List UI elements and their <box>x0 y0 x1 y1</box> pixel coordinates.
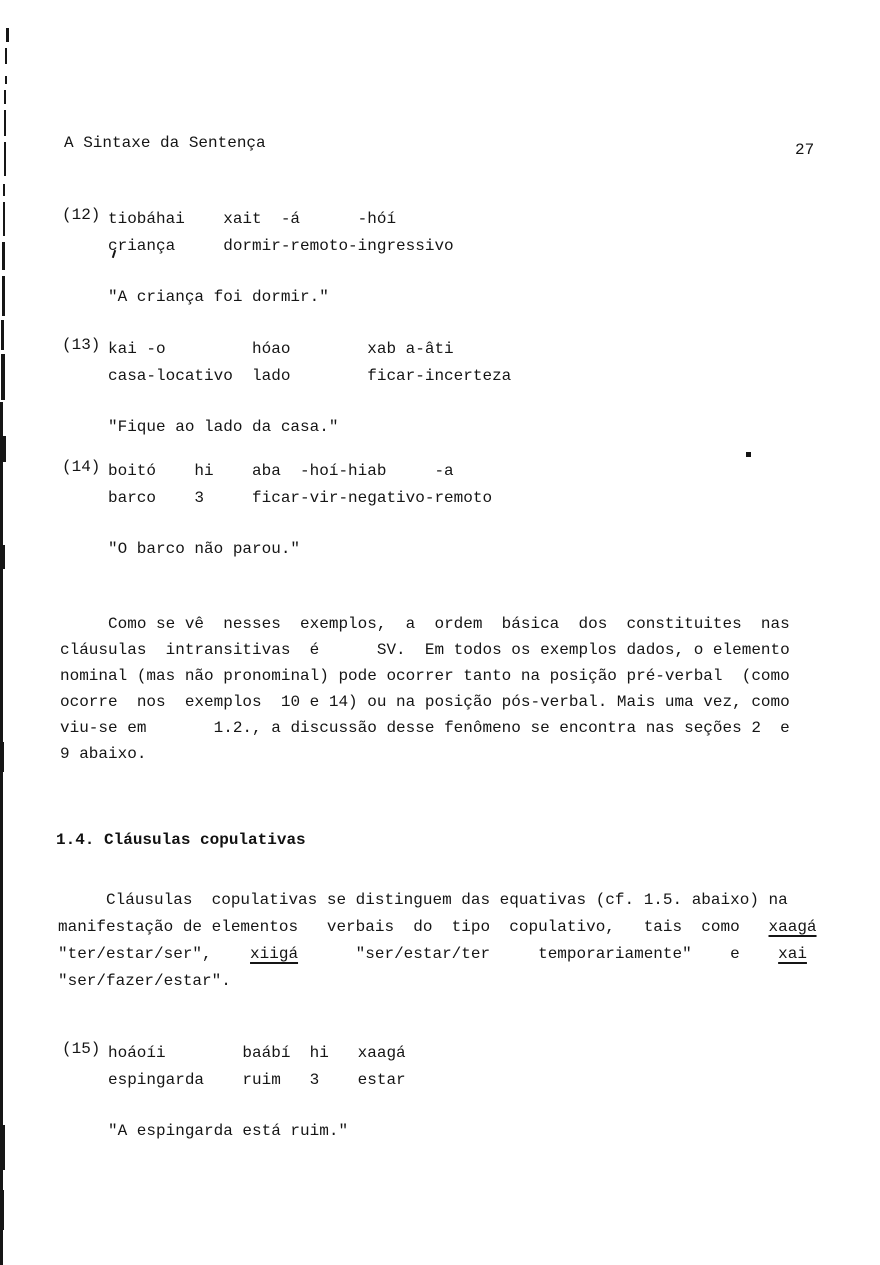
example-vernacular-line: boitó hi aba -hoí-hiab -a <box>108 462 454 480</box>
example-gloss-line: espingarda ruim 3 estar <box>108 1071 406 1089</box>
underlined-term: xaagá <box>768 918 817 936</box>
example-gloss-line: barco 3 ficar-vir-negativo-remoto <box>108 489 493 507</box>
text-segment: Cláusulas copulativas se distinguem das equativas (cf. 1.5. abaixo) na <box>58 891 788 909</box>
example-translation: "O barco não parou." <box>108 540 301 558</box>
underlined-term: xai <box>778 945 807 963</box>
paragraph-word-order <box>60 611 790 767</box>
example-translation: "A espingarda está ruim." <box>108 1122 349 1140</box>
text-segment: "ter/estar/ser", <box>58 945 251 963</box>
scan-artifact-dot <box>746 452 751 457</box>
paragraph-line <box>58 914 817 941</box>
text-segment: "ser/fazer/estar". <box>58 972 231 990</box>
paragraph-line: ocorre nos exemplos 10 e 14) ou na posição pós-verbal. Mais uma vez, como <box>60 693 790 711</box>
paragraph-line: 9 abaixo. <box>60 745 147 763</box>
example-vernacular-line: kai -o hóao xab a-âti <box>108 340 454 358</box>
paragraph-line <box>58 968 817 995</box>
paragraph-line: Como se vê nesses exemplos, a ordem básica dos constituites nas <box>60 615 790 633</box>
section-heading-copular-clauses: 1.4. Cláusulas copulativas <box>56 831 306 849</box>
page-number: 27 <box>795 141 815 159</box>
paragraph-line <box>58 887 817 914</box>
example-number: (12) <box>62 206 101 224</box>
example-translation: "Fique ao lado da casa." <box>108 418 339 436</box>
text-segment: manifestação de elementos verbais do tipo copulativo, tais como <box>58 918 769 936</box>
example-gloss-line: casa-locativo lado ficar-incerteza <box>108 367 512 385</box>
example-number: (14) <box>62 458 101 476</box>
example-vernacular-line: hoáoíi baábí hi xaagá <box>108 1044 406 1062</box>
paragraph-copular-clauses <box>58 887 817 995</box>
paragraph-line: viu-se em 1.2., a discussão desse fenômeno se encontra nas seções 2 e <box>60 719 790 737</box>
paragraph-line: nominal (mas não pronominal) pode ocorrer tanto na posição pré-verbal (como <box>60 667 790 685</box>
underlined-term: xiigá <box>250 945 299 963</box>
example-translation: "A criança foi dormir." <box>108 288 329 306</box>
example-vernacular-line: tiobáhai xait -á -hóí <box>108 210 397 228</box>
example-number: (13) <box>62 336 101 354</box>
page-title: A Sintaxe da Sentença <box>64 134 266 152</box>
text-segment: "ser/estar/ter temporariamente" e <box>298 945 779 963</box>
example-number: (15) <box>62 1040 101 1058</box>
example-gloss-line: criança dormir-remoto-ingressivo <box>108 237 454 255</box>
paragraph-line <box>58 941 817 968</box>
paragraph-line: cláusulas intransitivas é SV. Em todos os exemplos dados, o elemento <box>60 641 790 659</box>
